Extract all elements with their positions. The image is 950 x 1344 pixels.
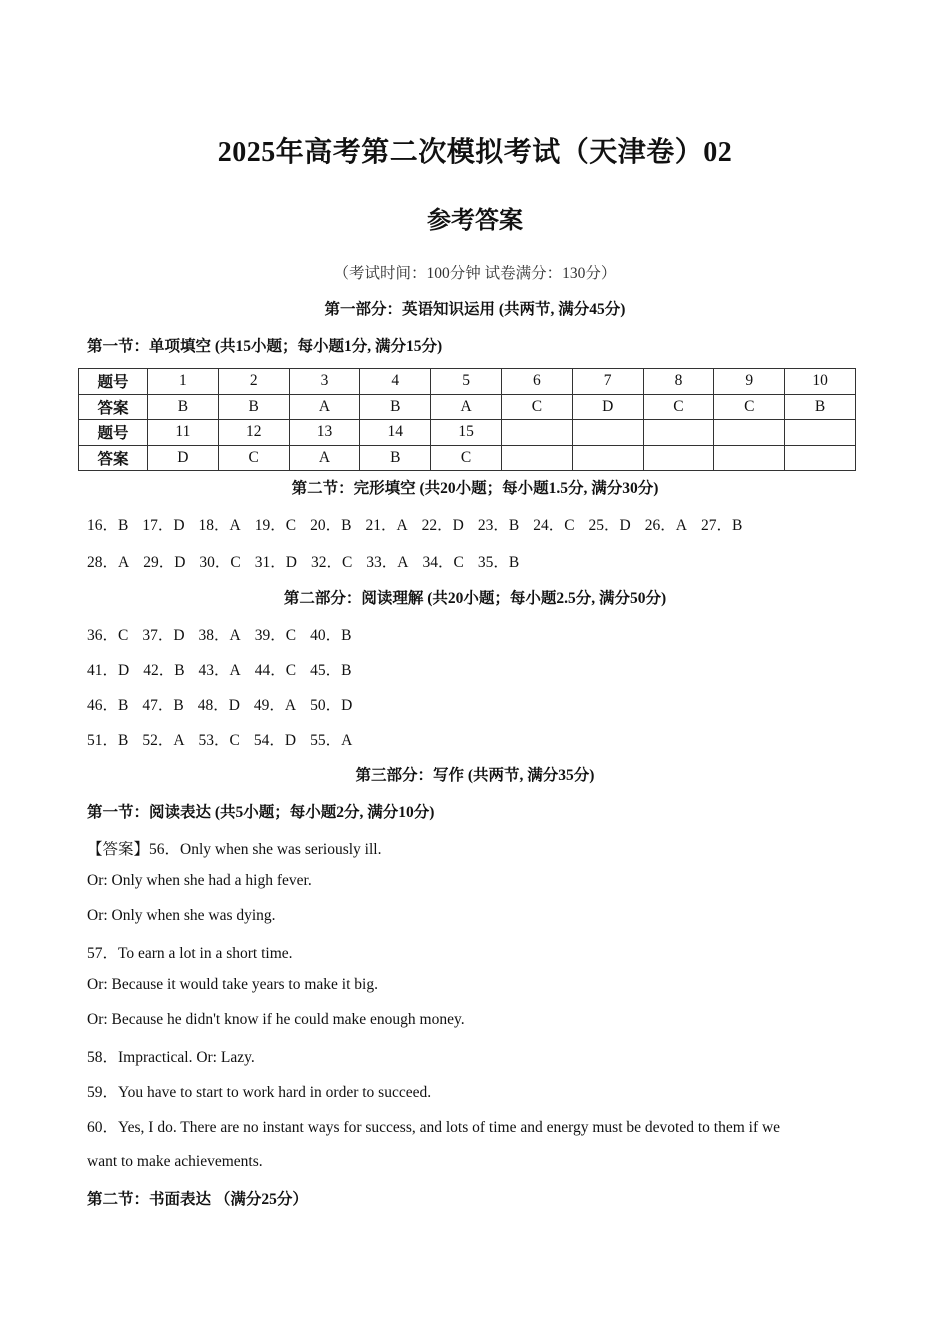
answer-item: 42．B	[143, 662, 185, 679]
answer-item: 35．B	[477, 554, 520, 571]
answer-item: 26．A	[644, 517, 687, 534]
table-cell: 15	[431, 420, 502, 446]
answer-text: want to make achievements.	[87, 1153, 263, 1170]
table-cell: B	[785, 394, 856, 420]
table-cell	[785, 420, 856, 446]
table-cell: A	[431, 394, 502, 420]
table-cell: C	[643, 394, 714, 420]
answer-item: 31．D	[254, 554, 297, 571]
table-cell: 4	[360, 369, 431, 395]
answer-item: 54．D	[253, 732, 297, 749]
part3-heading: 第三部分：写作 (共两节, 满分35分)	[355, 767, 595, 784]
answer-line	[87, 550, 533, 572]
answer-item: 37．D	[142, 627, 185, 644]
table-cell: 3	[289, 369, 360, 395]
answer-item: 27．B	[700, 517, 743, 534]
table-cell: 2	[218, 369, 289, 395]
answer-item: 29．D	[143, 554, 186, 571]
answer-item: 48．D	[197, 697, 240, 714]
table-cell: 13	[289, 420, 360, 446]
table-row	[79, 369, 856, 395]
table-cell	[572, 420, 643, 446]
table-cell	[501, 420, 572, 446]
answer-item: 41．D	[87, 662, 130, 679]
answer-item: 39．C	[254, 627, 297, 644]
part1-heading: 第一部分：英语知识运用 (共两节, 满分45分)	[324, 301, 626, 318]
answer-text: 【答案】56．Only when she was seriously ill.	[87, 841, 382, 858]
table-cell: B	[360, 445, 431, 471]
table-cell	[785, 445, 856, 471]
table-cell: C	[218, 445, 289, 471]
answer-item: 36．C	[87, 627, 129, 644]
table-cell: A	[289, 445, 360, 471]
table-row	[79, 445, 856, 471]
table-cell: 7	[572, 369, 643, 395]
table-cell: 12	[218, 420, 289, 446]
table-cell: C	[714, 394, 785, 420]
table-cell: 11	[148, 420, 219, 446]
table-cell	[501, 445, 572, 471]
table-cell	[643, 445, 714, 471]
row-label: 题号	[79, 420, 148, 446]
answer-item: 20．B	[310, 517, 352, 534]
page-subtitle: 参考答案	[427, 208, 523, 234]
table-cell	[714, 445, 785, 471]
table-cell: B	[218, 394, 289, 420]
table-cell: 14	[360, 420, 431, 446]
answer-item: 32．C	[310, 554, 353, 571]
table-cell: D	[148, 445, 219, 471]
table-cell: B	[148, 394, 219, 420]
row-label: 题号	[79, 369, 148, 395]
table-cell: B	[360, 394, 431, 420]
answer-text: Or: Because he didn't know if he could make enough money.	[87, 1011, 465, 1028]
answer-line	[87, 693, 366, 715]
answer-item: 21．A	[365, 517, 408, 534]
row-label: 答案	[79, 394, 148, 420]
answer-item: 34．C	[422, 554, 464, 571]
part3-section1-heading: 第一节：阅读表达 (共5小题；每小题2分, 满分10分)	[87, 804, 435, 821]
answer-item: 40．B	[310, 627, 352, 644]
table-cell: C	[501, 394, 572, 420]
row-label: 答案	[79, 445, 148, 471]
answer-item: 33．A	[366, 554, 409, 571]
part1-section1-heading: 第一节：单项填空 (共15小题；每小题1分, 满分15分)	[87, 338, 443, 355]
table-cell: C	[431, 445, 502, 471]
answer-line	[87, 513, 756, 535]
answer-text: Or: Because it would take years to make it big.	[87, 976, 378, 993]
answer-item: 49．A	[253, 697, 297, 714]
table-cell: 6	[501, 369, 572, 395]
table-cell: 8	[643, 369, 714, 395]
answer-line	[87, 623, 365, 645]
table-cell	[643, 420, 714, 446]
answer-item: 51．B	[87, 732, 129, 749]
part3-section2-heading: 第二节：书面表达 （满分25分）	[87, 1191, 308, 1208]
answer-table	[78, 368, 856, 471]
page-title: 2025年高考第二次模拟考试（天津卷）02	[217, 137, 733, 168]
answer-item: 44．C	[254, 662, 297, 679]
answer-text: 59．You have to start to work hard in order to succeed.	[87, 1084, 432, 1101]
table-cell: 1	[148, 369, 219, 395]
answer-item: 23．B	[477, 517, 520, 534]
answer-item: 52．A	[142, 732, 185, 749]
table-cell: A	[289, 394, 360, 420]
answer-item: 28．A	[87, 554, 130, 571]
table-row	[79, 394, 856, 420]
exam-info: （考试时间：100分钟 试卷满分：130分）	[333, 265, 617, 282]
answer-item: 16．B	[87, 517, 129, 534]
answer-item: 46．B	[87, 697, 129, 714]
answer-item: 50．D	[310, 697, 353, 714]
answer-item: 19．C	[254, 517, 297, 534]
answer-item: 25．D	[588, 517, 631, 534]
answer-item: 24．C	[533, 517, 575, 534]
answer-text: Or: Only when she was dying.	[87, 907, 276, 924]
answer-item: 55．A	[310, 732, 353, 749]
answer-line	[87, 728, 366, 750]
answer-text: Or: Only when she had a high fever.	[87, 872, 312, 889]
table-cell: D	[572, 394, 643, 420]
answer-text: 60．Yes, I do. There are no instant ways for success, and lots of time and energy must be devoted to them if we	[87, 1119, 781, 1136]
table-cell: 10	[785, 369, 856, 395]
answer-item: 30．C	[199, 554, 241, 571]
answer-line	[87, 658, 365, 680]
answer-item: 43．A	[198, 662, 241, 679]
answer-text: 58．Impractical. Or: Lazy.	[87, 1049, 255, 1066]
answer-item: 22．D	[421, 517, 464, 534]
answer-text: 57．To earn a lot in a short time.	[87, 945, 293, 962]
part2-heading: 第二部分：阅读理解 (共20小题；每小题2.5分, 满分50分)	[283, 590, 667, 607]
answer-item: 18．A	[198, 517, 241, 534]
answer-item: 47．B	[142, 697, 184, 714]
table-row	[79, 420, 856, 446]
answer-item: 45．B	[310, 662, 352, 679]
part1-section2-heading: 第二节：完形填空 (共20小题；每小题1.5分, 满分30分)	[291, 480, 659, 497]
answer-item: 17．D	[142, 517, 185, 534]
table-cell	[572, 445, 643, 471]
answer-item: 53．C	[198, 732, 240, 749]
table-cell: 9	[714, 369, 785, 395]
table-cell	[714, 420, 785, 446]
answer-item: 38．A	[198, 627, 241, 644]
table-cell: 5	[431, 369, 502, 395]
